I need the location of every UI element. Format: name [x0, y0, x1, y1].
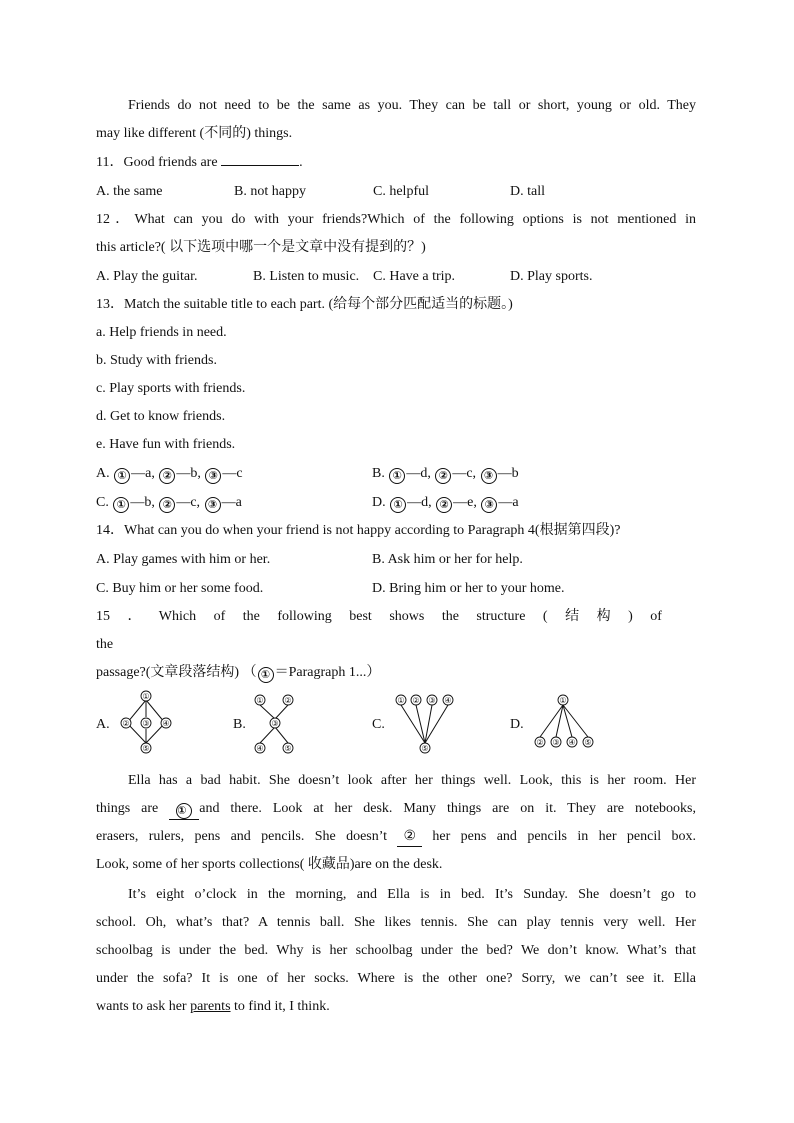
node-label: ④: [256, 744, 264, 753]
q15-diagram-b[interactable]: [252, 691, 298, 757]
node-label: ①: [397, 696, 405, 705]
node-label: ②: [284, 696, 292, 705]
question-15-stem-line-1: 15 ． Which of the following best shows the structure ( 结 构 ) of the: [96, 609, 662, 652]
question-13-stem: 13．Match the suitable title to each part. (给每个部分匹配适当的标题。): [96, 297, 513, 312]
node-label: ⑤: [142, 744, 150, 753]
worksheet-page: [96, 92, 696, 1021]
q15-option-d-letter[interactable]: D.: [510, 717, 524, 732]
title-d: d. Get to know friends.: [96, 409, 226, 424]
q12-option-a[interactable]: A. Play the guitar.: [96, 269, 198, 284]
intro-line-2: may like different (不同的) things.: [96, 126, 293, 141]
passage-2-paragraph-2: It’s eight o’clock in the morning, and Ella is in bed. It’s Sunday. She doesn’t go to school. Oh, what’s that? A tennis ball. She likes tennis. She can play tennis very well. Her schoolbag is under the bed. Why is her schoolbag under the bed? We don’t know. What’s that under the sofa? It is one of her socks. Where is the other one? Sorry, we can’t see it. Ella wants to ask her parents to find it, I think.: [96, 887, 696, 1014]
q15-diagram-a[interactable]: [118, 691, 174, 757]
title-e: e. Have fun with friends.: [96, 437, 236, 452]
q14-option-a[interactable]: A. Play games with him or her.: [96, 552, 271, 567]
node-label: ④: [568, 738, 576, 747]
question-12-options: [96, 262, 696, 291]
q15-option-a-letter[interactable]: A.: [96, 717, 110, 732]
node-label: ⑤: [284, 744, 292, 753]
q13-option-d[interactable]: D. ① —d, ② —e, ③ —a: [372, 495, 519, 511]
question-11-options: [96, 177, 696, 206]
title-a: a. Help friends in need.: [96, 325, 227, 340]
question-13-titles: [96, 319, 696, 459]
q11-option-d[interactable]: D. tall: [510, 184, 545, 199]
intro-line-1: Friends do not need to be the same as you. They can be tall or short, young or old. They: [128, 98, 696, 113]
question-14-stem: 14．What can you do when your friend is not happy according to Paragraph 4(根据第四段)?: [96, 523, 621, 538]
q13-option-a[interactable]: A. ① —a, ② —b, ③ —c: [96, 466, 243, 482]
q11-option-b[interactable]: B. not happy: [234, 184, 306, 199]
node-label: ③: [271, 719, 279, 728]
passage-blank-1[interactable]: ①: [169, 800, 199, 820]
question-15-diagrams: [96, 691, 696, 757]
title-b: b. Study with friends.: [96, 353, 217, 368]
title-c: c. Play sports with friends.: [96, 381, 246, 396]
q12-option-b[interactable]: B. Listen to music.: [253, 269, 360, 284]
question-13-options-row-1: [96, 459, 696, 488]
node-label: ①: [559, 696, 567, 705]
node-label: ③: [142, 719, 150, 728]
question-14-options-row-2: [96, 574, 696, 603]
q12-option-c[interactable]: C. Have a trip.: [373, 269, 456, 284]
q12-option-d[interactable]: D. Play sports.: [510, 269, 593, 284]
q15-diagram-c[interactable]: [392, 691, 462, 757]
question-13-options-row-2: [96, 488, 696, 517]
node-label: ⑤: [421, 744, 429, 753]
q14-option-c[interactable]: C. Buy him or her some food.: [96, 581, 264, 596]
node-label: ②: [412, 696, 420, 705]
q14-option-b[interactable]: B. Ask him or her for help.: [372, 552, 523, 567]
question-11-blank[interactable]: [221, 151, 299, 166]
node-label: ③: [428, 696, 436, 705]
passage-2-paragraph-1: Ella has a bad habit. She doesn’t look after her things well. Look, this is her room. Her things are ① and there. Look at her desk. Many things are on it. They are notebooks, erasers, rulers, pens and pencils. She doesn’t ② her pens and pencils in her pencil box. Look, some of her sports collections( 收藏品)are on the desk.: [96, 773, 696, 872]
passage-blank-2[interactable]: ②: [397, 828, 422, 847]
node-label: ③: [552, 738, 560, 747]
node-label: ①: [256, 696, 264, 705]
q15-diagram-d[interactable]: [530, 691, 600, 757]
node-label: ②: [122, 719, 130, 728]
question-15-stem-line-2: passage?(文章段落结构) （ ① ＝Paragraph 1...）: [96, 665, 381, 681]
node-label: ①: [142, 692, 150, 701]
intro-paragraph: [96, 92, 696, 148]
question-12-stem-line-2: this article?( 以下选项中哪一个是文章中没有提到的？): [96, 240, 426, 255]
q15-option-c-letter[interactable]: C.: [372, 717, 385, 732]
question-14-options-row-1: [96, 545, 696, 574]
question-11-stem: 11．Good friends are .: [96, 148, 696, 177]
q11-option-c[interactable]: C. helpful: [373, 184, 429, 199]
q13-option-b[interactable]: B. ① —d, ② —c, ③ —b: [372, 466, 519, 482]
question-12-stem-line-1: 12．What can you do with your friends?Which of the following options is not mentioned in: [96, 212, 696, 227]
q14-option-d[interactable]: D. Bring him or her to your home.: [372, 581, 565, 596]
underlined-word-parents: parents: [190, 999, 231, 1014]
q15-option-b-letter[interactable]: B.: [233, 717, 246, 732]
node-label: ④: [444, 696, 452, 705]
q11-option-a[interactable]: A. the same: [96, 184, 163, 199]
node-label: ④: [162, 719, 170, 728]
node-label: ⑤: [584, 738, 592, 747]
node-label: ②: [536, 738, 544, 747]
q13-option-c[interactable]: C. ① —b, ② —c, ③ —a: [96, 495, 242, 511]
